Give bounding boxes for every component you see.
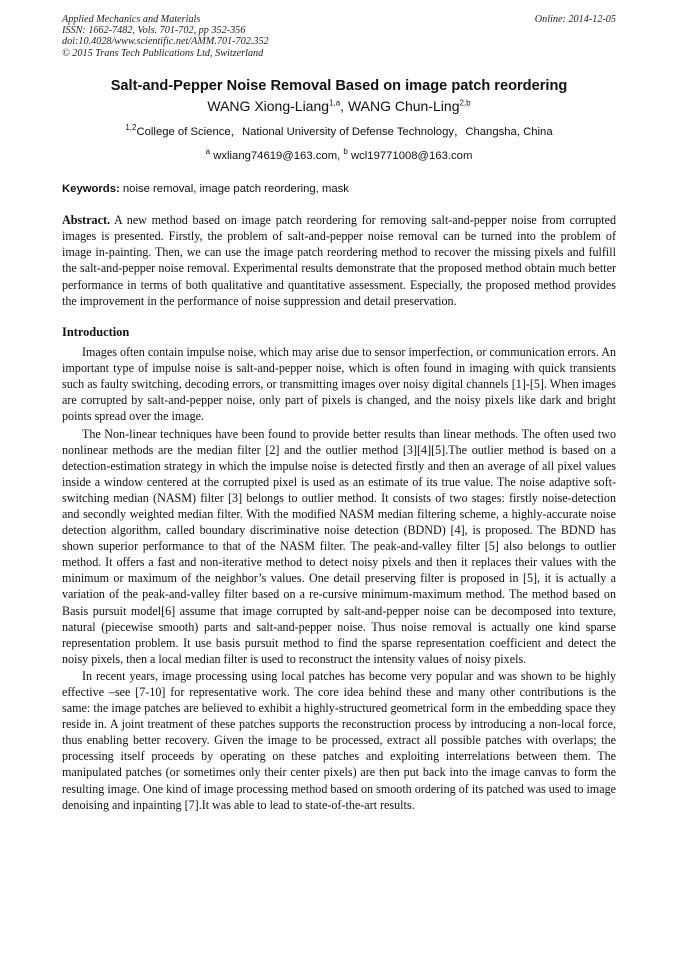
journal-info <box>62 14 269 59</box>
email-a: wxliang74619@163.com, <box>210 149 344 162</box>
email-b: wcl19771008@163.com <box>347 149 473 162</box>
author-separator: , <box>340 97 348 114</box>
journal-name: Applied Mechanics and Materials <box>62 14 201 25</box>
affiliation-text: College of Science，National University of Defense Technology，Changsha, China <box>136 125 553 138</box>
abstract-text: A new method based on image patch reordering for removing salt-and-pepper noise from corrupted images is presented. Firstly, the problem of salt-and-pepper noise removal can be turned into the problem of image in-painting. Then, we can use the image patch reordering method to recover the missing pixels and fulfill the salt-and-pepper noise removal. Experimental results demonstrate that the proposed method obtain much better performance in terms of both qualitative and quantitative assessment. Especially, the proposed method provides the improvement in the performance of noise suppression and detail preservation. <box>62 212 616 308</box>
intro-paragraph-2: The Non-linear techniques have been found to provide better results than linear methods. The often used two nonlinear methods are the median filter [2] and the outlier method [3][4][5].The outlier method is based on a detection-estimation strategy in which the impulse noise is detected firstly and then an average of all pixel values inside a window centered at the corrupted pixel is used as an estimate of its true value. The noise adaptive soft-switching median (NASM) filter [3] belongs to outlier method. It consists of two stages: firstly noise-detection and secondly weighted median filter. With the modified NASM median filtering scheme, a highly-accurate noise detection algorithm, called boundary discriminative noise detection (BDND) [4], is proposed. The BDND has shown superior performance to that of the NASM filter. The peak-and-valley filter [5] also belongs to outlier method. It offers a fast and non-iterative method to detect noisy pixels and then it replaces their values with the minimum or maximum of the neighbor’s values. One detail preserving filter is proposed in [5], it is actually a variation of the peak-and-valley filter based on a re-cursive minimum-maximum method. The method based on Basis pursuit model[6] assume that image corrupted by salt-and-pepper noise can be decomposed into texture, natural (piecewise smooth) parts and salt-and-pepper noise. Thus noise removal is actually one kind sparse representation problem. It use basis pursuit method to find the sparse representation coefficient and detect the noisy pixels, then a local median filter is used to reconstruct the intensity values of noisy pixels. <box>62 426 616 666</box>
abstract-paragraph <box>62 212 616 309</box>
journal-issn: ISSN: 1662-7482, Vols. 701-702, pp 352-356 <box>62 25 246 37</box>
intro-paragraph-1: Images often contain impulse noise, which may arise due to sensor imperfection, or communication errors. An important type of impulse noise is salt-and-pepper noise, which is often found in imaging with quick transients such as faulty switching, decoding errors, or transmitting images over noisy digital channels [1]-[5]. When images are corrupted by salt-and-pepper noise, only part of pixels is changed, and the noisy pixels like dark and bright points spread over the image. <box>62 345 616 424</box>
paper-title: Salt-and-Pepper Noise Removal Based on image patch reordering <box>110 77 568 94</box>
affiliation-line <box>62 125 616 139</box>
author-2-superscript: 2,b <box>459 98 471 108</box>
introduction-heading: Introduction <box>62 325 130 340</box>
keywords-line <box>62 182 616 196</box>
author-1-name: WANG Xiong-Liang <box>207 97 330 114</box>
journal-doi: doi:10.4028/www.scientific.net/AMM.701-702.352 <box>62 36 269 48</box>
affiliation-superscript: 1,2 <box>125 123 137 133</box>
keywords-text: noise removal, image patch reordering, mask <box>119 182 349 195</box>
author-1-superscript: 1,a <box>329 98 341 108</box>
abstract-label: Abstract. <box>62 212 111 227</box>
online-date: Online: 2014-12-05 <box>534 14 616 25</box>
intro-paragraph-3: In recent years, image processing using local patches has become very popular and was shown to be highly effective –see [7-10] for representative work. The core idea behind these and many other contributions is the same: the image patches are believed to exhibit a highly-structured geometrical form in the embedding space they reside in. A joint treatment of these patches supports the reconstruction process by introducing a non-local force, thus enabling better recovery. Given the image to be processed, extract all possible patches with overlaps; the processing itself proceeds by operating on these patches and exploiting interrelations between them. The manipulated patches (or sometimes only their center pixels) are then put back into the image canvas to form the resulting image. One kind of image processing method based on smooth ordering of its patched was used to image denoising and inpainting [7].It was able to lead to state-of-the-art results. <box>62 668 616 812</box>
author-2-name: WANG Chun-Ling <box>347 97 460 114</box>
keywords-label: Keywords: <box>62 182 120 195</box>
journal-header <box>62 14 616 59</box>
email-b-superscript: b <box>343 147 348 157</box>
email-line <box>62 149 616 163</box>
journal-copyright: © 2015 Trans Tech Publications Ltd, Switzerland <box>62 47 264 59</box>
author-line <box>62 97 616 115</box>
email-a-superscript: a <box>205 147 211 157</box>
